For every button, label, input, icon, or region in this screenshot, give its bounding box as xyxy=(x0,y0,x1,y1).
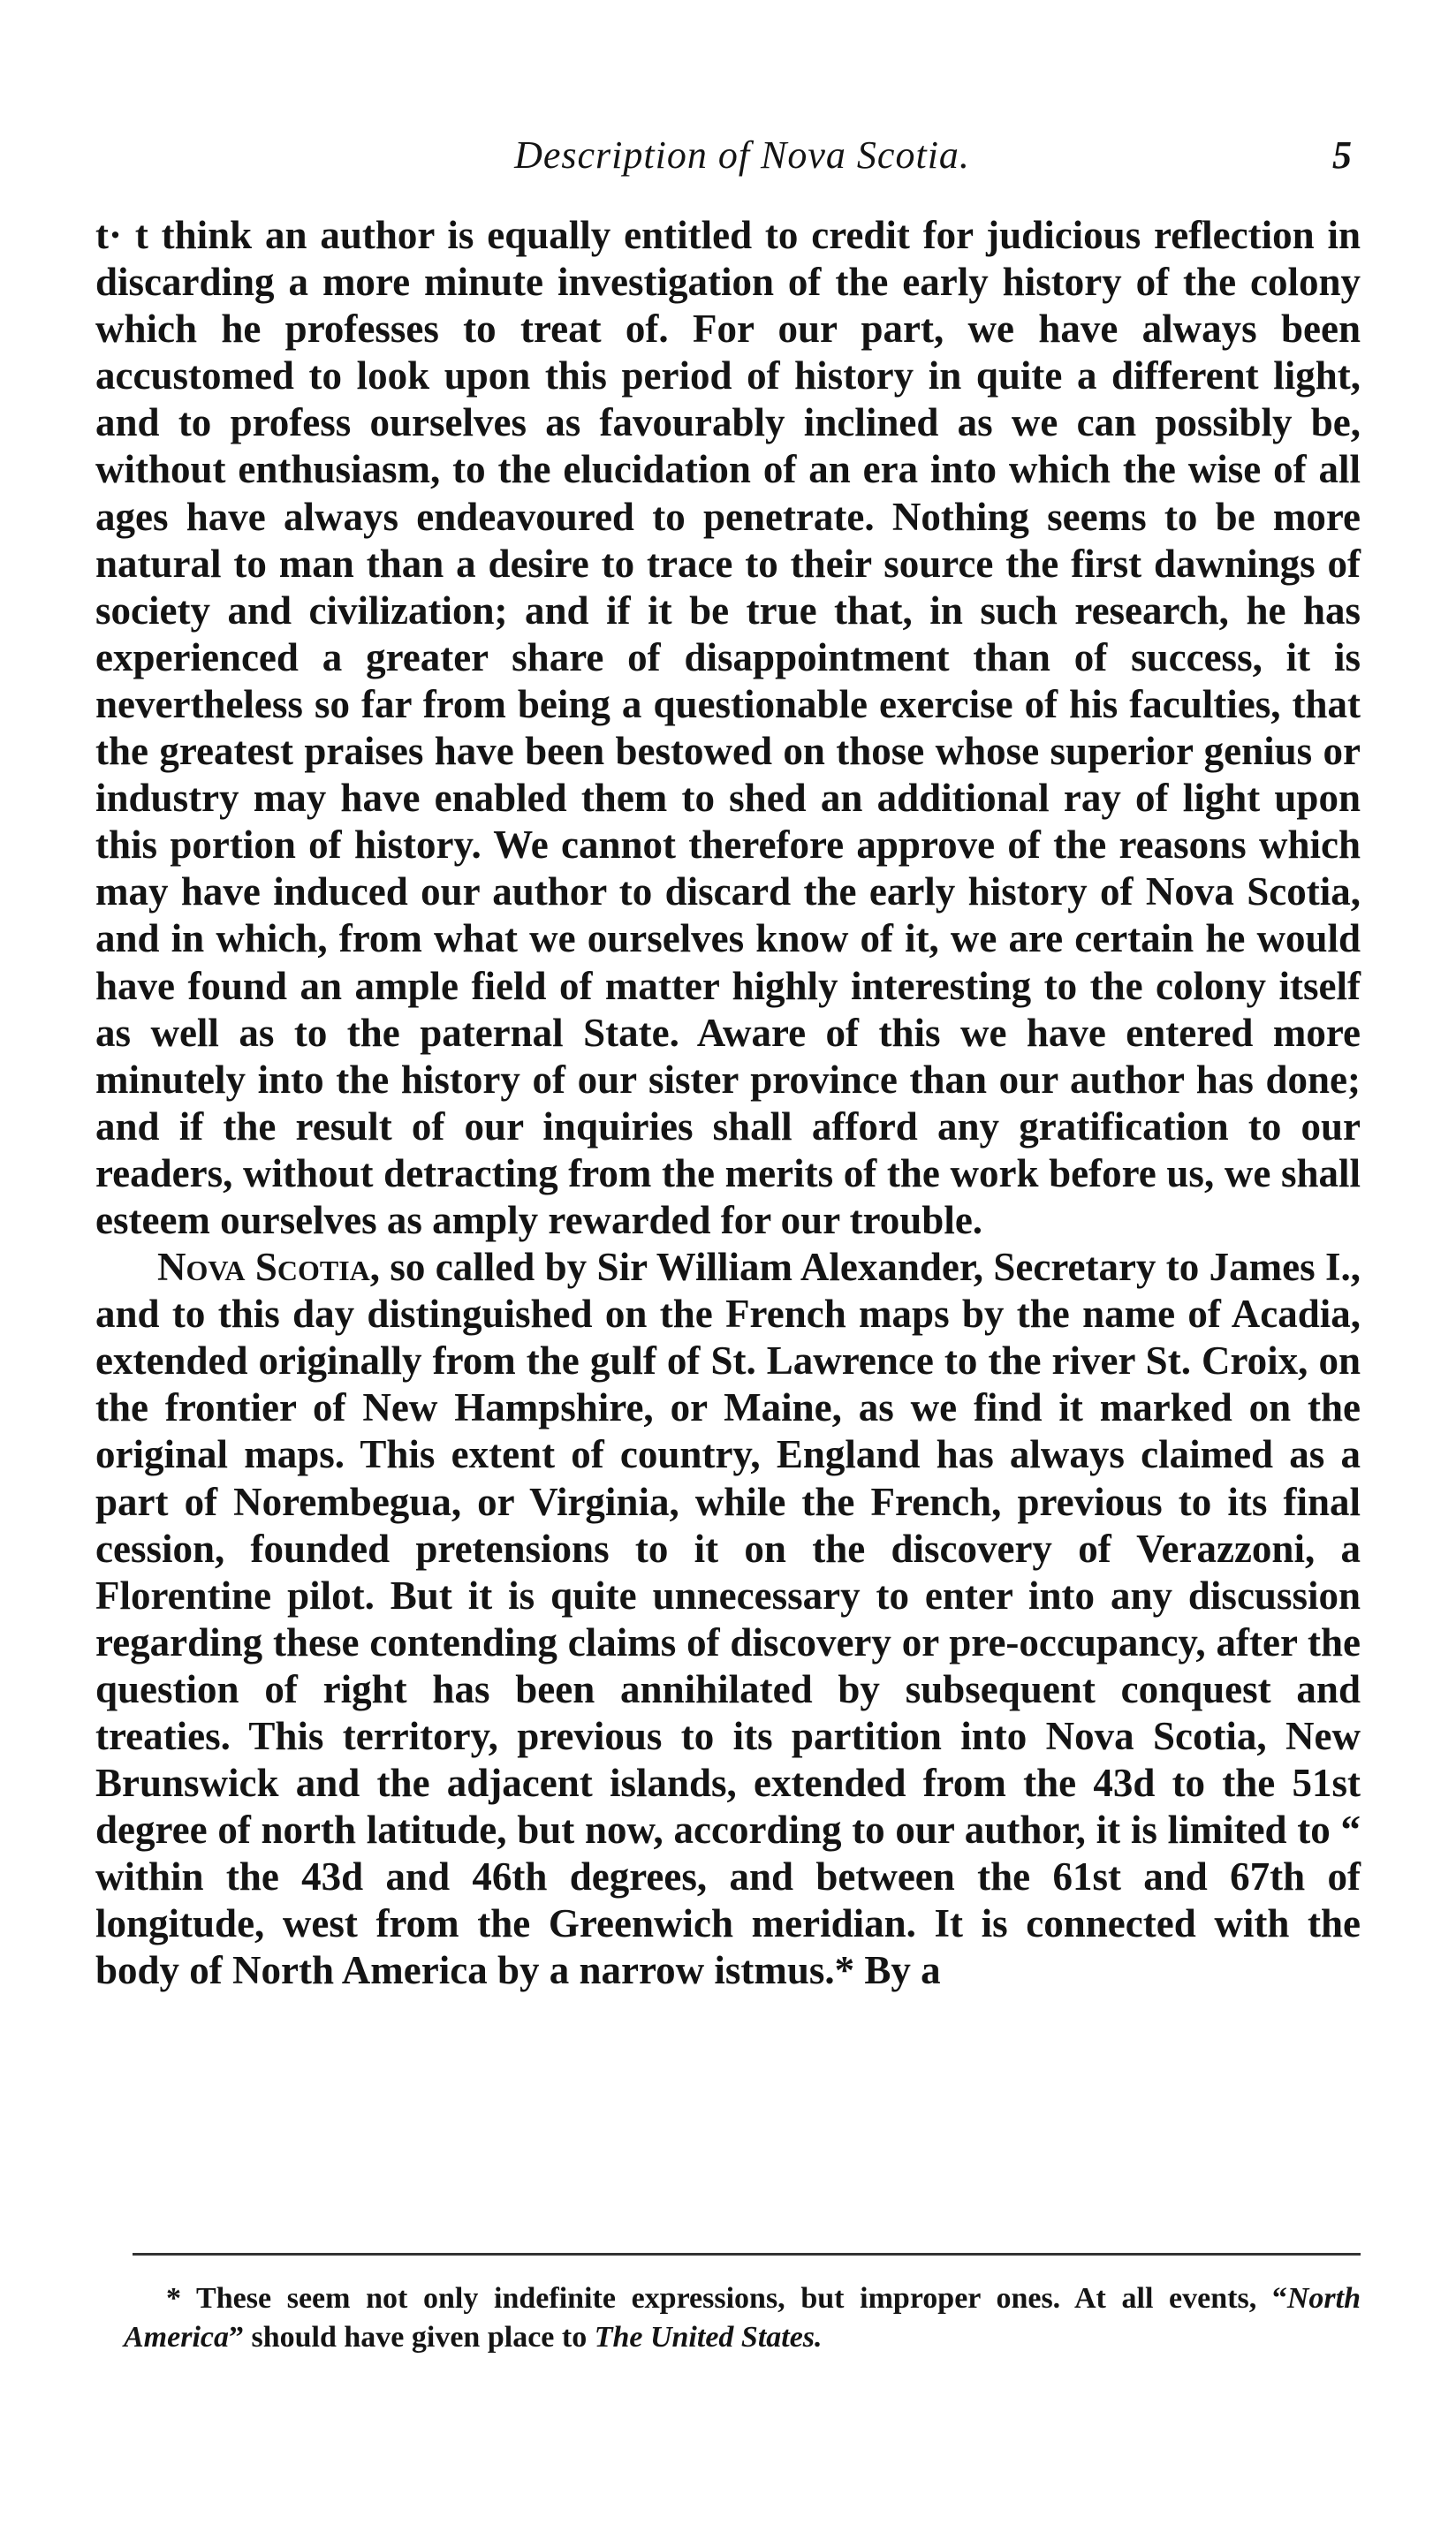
paragraph-2-lead: Nova Scotia, xyxy=(157,1245,381,1290)
page-number: 5 xyxy=(1332,133,1352,177)
paragraph-2 xyxy=(95,1244,1361,1995)
footnote-divider xyxy=(133,2253,1361,2256)
footnote-italic-2: The United States. xyxy=(594,2321,823,2354)
page-header xyxy=(133,133,1352,186)
footnote xyxy=(124,2279,1361,2357)
running-title: Description of Nova Scotia. xyxy=(514,133,970,177)
paragraph-1: t· t think an author is equally entitled to credit for judicious reflection in discarding a more minute investigation of the early history of the colony which he professes to treat of. For our part, we have always been accustomed to look upon this period of history in quite a different light, and to profess ourselves as favourably inclined as we can possibly be, without enthusiasm, to the elucidation of an era into which the wise of all ages have always endeavoured to penetrate. Nothing seems to be more natural to man than a desire to trace to their source the first dawnings of society and civilization; and if it be true that, in such research, he has experienced a greater share of disappointment than of success, it is nevertheless so far from being a questionable exercise of his faculties, that the greatest praises have been bestowed on those whose superior genius or industry may have enabled them to shed an additional ray of light upon this portion of history. We cannot therefore approve of the reasons which may have induced our author to discard the early history of Nova Scotia, and in which, from what we ourselves know of it, we are certain he would have found an ample field of matter highly interesting to the colony itself as well as to the paternal State. Aware of this we have entered more minutely into the history of our sister province than our author has done; and if the result of our inquiries shall afford any gratification to our readers, without detracting from the merits of the work before us, we shall esteem ourselves as amply rewarded for our trouble. xyxy=(95,213,1361,1242)
footnote-text-2: ” should have given place to xyxy=(228,2321,595,2354)
footnote-italic-1: North America xyxy=(124,2282,1361,2354)
footnote-text-1: * These seem not only indefinite expressions, but improper ones. At all events, “ xyxy=(166,2282,1287,2315)
paragraph-2-text: so called by Sir William Alexander, Secretary to James I., and to this day distinguished on the French maps by the name of Acadia, extended originally from the gulf of St. Lawrence to the river St. Croix, on the frontier of New Hampshire, or Maine, as we find it marked on the original maps. This extent of country, England has always claimed as a part of Norembegua, or Virginia, while the French, previous to its final cession, founded pretensions to it on the discovery of Verazzoni, a Florentine pilot. But it is quite unnecessary to enter into any discussion regarding these contending claims of discovery or pre-occupancy, after the question of right has been annihilated by subsequent conquest and treaties. This territory, previous to its partition into Nova Scotia, New Brunswick and the adjacent islands, extended from the 43d to the 51st degree of north latitude, but now, according to our author, it is limited to “ within the 43d and 46th degrees, and between the 61st and 67th of longitude, west from the Greenwich meridian. It is connected with the body of North America by a narrow istmus.* By a xyxy=(95,1245,1361,1993)
body-text xyxy=(95,212,1361,1995)
